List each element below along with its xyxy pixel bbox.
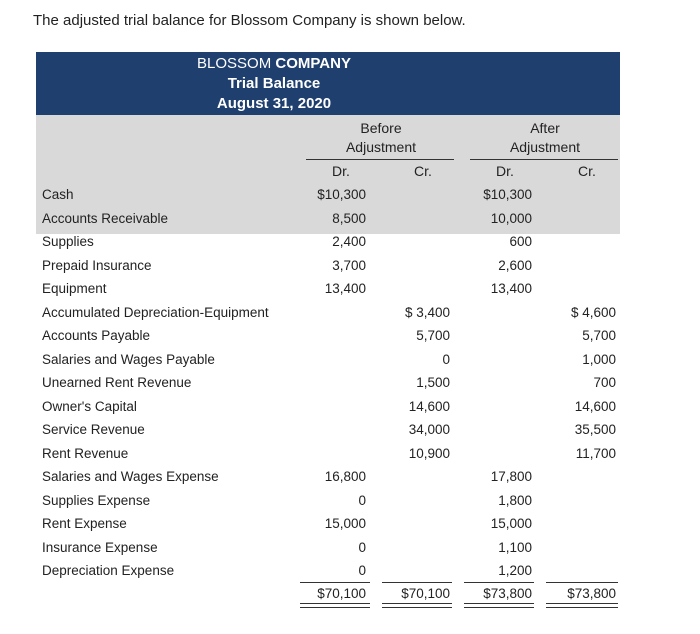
after-debit: 600: [509, 234, 532, 249]
account-name: Accounts Payable: [42, 328, 151, 343]
account-name: Unearned Rent Revenue: [42, 375, 192, 390]
account-name: Owner's Capital: [42, 398, 137, 414]
total-double-rule-after-cr: [546, 603, 618, 608]
account-name: Cash: [42, 187, 74, 202]
total-double-rule-before-dr: [300, 603, 370, 608]
table-row: [36, 184, 620, 207]
total-before-debit: $70,100: [317, 586, 366, 601]
before-credit: 10,900: [408, 445, 450, 461]
before-debit: 15,000: [324, 516, 366, 531]
total-before-credit: $70,100: [401, 586, 450, 601]
table-row: [36, 372, 620, 395]
before-heading-rule: [306, 159, 454, 160]
account-name: Accounts Receivable: [42, 210, 169, 226]
after-heading-line2: Adjustment: [509, 139, 581, 155]
after-debit: $10,300: [483, 187, 532, 202]
after-debit: 1,800: [498, 492, 532, 508]
account-name: Depreciation Expense: [42, 563, 175, 578]
after-credit: 11,700: [575, 445, 616, 461]
trial-balance-table: [36, 52, 620, 612]
before-heading-line1: Before: [360, 120, 402, 136]
before-debit: 0: [358, 539, 366, 555]
after-debit: 13,400: [490, 281, 532, 296]
table-row: [36, 466, 620, 489]
total-double-rule-after-dr: [464, 603, 534, 608]
after-credit: 35,500: [574, 422, 616, 437]
account-name: Supplies Expense: [42, 492, 151, 508]
intro-text: The adjusted trial balance for Blossom Company is shown below.: [33, 12, 466, 29]
after-debit: 2,600: [498, 257, 532, 273]
after-credit: $ 4,600: [570, 304, 616, 320]
account-name: Insurance Expense: [42, 539, 158, 555]
account-name: Prepaid Insurance: [42, 257, 152, 273]
after-heading-line1: After: [530, 120, 560, 136]
table-row: [36, 537, 620, 560]
after-credit: 5,700: [582, 328, 616, 343]
table-row: [36, 255, 620, 278]
before-debit: 0: [358, 563, 366, 578]
after-credit: 700: [593, 375, 616, 390]
before-credit: 5,700: [416, 328, 450, 343]
table-row: [36, 302, 620, 325]
after-heading-rule: [470, 159, 618, 160]
total-after-debit: $73,800: [483, 586, 532, 601]
after-debit: 1,200: [498, 563, 532, 578]
table-row: [36, 396, 620, 419]
account-name: Rent Expense: [42, 516, 127, 531]
before-credit: 34,000: [408, 422, 450, 437]
after-debit: 1,100: [498, 539, 532, 555]
totals-row: [36, 581, 620, 604]
before-credit: 0: [442, 351, 450, 367]
account-name: Service Revenue: [42, 422, 145, 437]
before-debit: 8,500: [332, 210, 366, 226]
table-row: [36, 231, 620, 254]
dr-heading-after: Dr.: [496, 163, 514, 179]
table-row: [36, 443, 620, 466]
before-credit: 14,600: [408, 398, 450, 414]
account-name: Equipment: [42, 281, 107, 296]
before-credit: 1,500: [416, 375, 450, 390]
company-name-suffix: COMPANY: [275, 55, 351, 72]
before-debit: 3,700: [332, 257, 366, 273]
table-title-banner: [36, 52, 620, 115]
table-row: [36, 208, 620, 231]
statement-date: August 31, 2020: [216, 95, 332, 112]
total-double-rule-before-cr: [382, 603, 452, 608]
after-credit: 14,600: [574, 398, 616, 414]
table-row: [36, 278, 620, 301]
table-row: [36, 349, 620, 372]
after-debit: 15,000: [490, 516, 532, 531]
table-row: [36, 513, 620, 536]
before-debit: 16,800: [324, 469, 366, 484]
before-debit: $10,300: [317, 187, 366, 202]
table-row: [36, 560, 620, 583]
account-name: Salaries and Wages Expense: [42, 469, 219, 484]
after-debit: 10,000: [490, 210, 532, 226]
before-debit: 0: [358, 492, 366, 508]
statement-title: Trial Balance: [227, 75, 321, 92]
account-name: Accumulated Depreciation-Equipment: [42, 304, 269, 320]
account-name: Rent Revenue: [42, 445, 129, 461]
table-row: [36, 490, 620, 513]
cr-heading-after: Cr.: [578, 163, 596, 179]
account-name: Salaries and Wages Payable: [42, 351, 215, 367]
company-name: [0, 55, 566, 72]
total-after-credit: $73,800: [567, 586, 616, 601]
table-row: [36, 325, 620, 348]
account-name: Supplies: [42, 234, 94, 249]
before-debit: 2,400: [332, 234, 366, 249]
before-credit: $ 3,400: [404, 304, 450, 320]
company-name-prefix: BLOSSOM: [197, 55, 272, 72]
after-credit: 1,000: [582, 351, 616, 367]
before-debit: 13,400: [324, 281, 366, 296]
before-heading-line2: Adjustment: [345, 139, 417, 155]
cr-heading-before: Cr.: [414, 163, 432, 179]
dr-heading-before: Dr.: [332, 163, 350, 179]
after-debit: 17,800: [490, 469, 532, 484]
table-row: [36, 419, 620, 442]
